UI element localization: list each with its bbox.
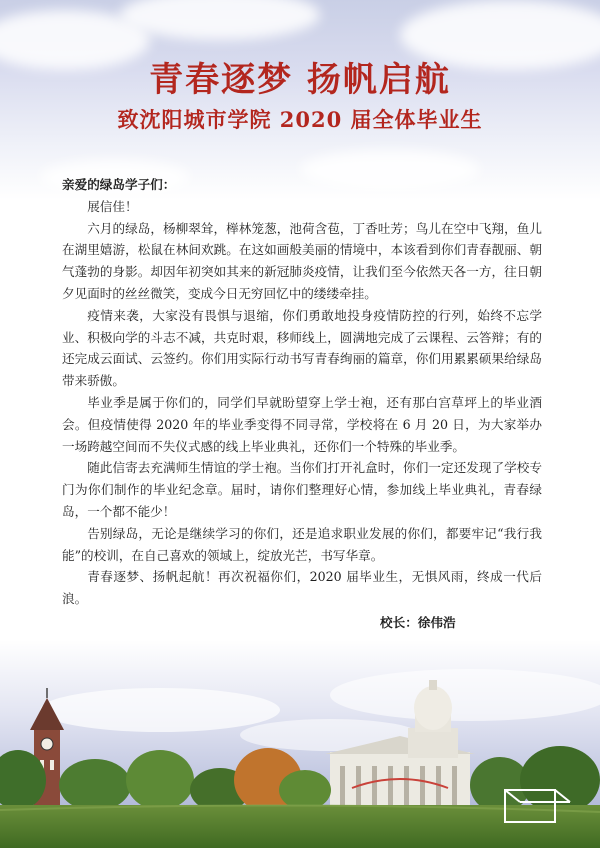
letter-title: 青春逐梦 扬帆启航 [149,60,451,100]
letter-paragraph: 疫情来袭，大家没有畏惧与退缩，你们勇敢地投身疫情防控的行列，始终不忘学业、积极向学的斗志不减，共克时艰，移师线上，圆满地完成了云课程、云答辩；有的还完成云面试、云签约。你们用实际行动书写青春绚丽的篇章，你们用累累硕果给绿岛带来骄傲。 [62,307,542,389]
letter-paragraph: 青春逐梦、扬帆起航！再次祝福你们，2020 届毕业生，无惧风雨，终成一代后浪。 [62,569,542,607]
letter-paragraph: 告别绿岛，无论是继续学习的你们，还是追求职业发展的你们，都要牢记“我行我能”的校训，在自己喜欢的领域上，绽放光芒，书写华章。 [62,525,542,563]
cloud-decoration [120,0,320,40]
letter-body [62,174,542,610]
letter-paragraph: 六月的绿岛，杨柳翠耸，榉林笼葱，池荷含苞，丁香吐芳；鸟儿在空中飞翔，鱼儿在湖里嬉游，松鼠在林间欢跳。在这如画般美丽的情境中，本该看到你们青春靓丽、朝气蓬勃的身影。却因年初突如其来的新冠肺炎疫情，让我们至今依然天各一方，往日朝夕见面时的丝丝微笑，变成今日无穷回忆中的缕缕牵挂。 [62,220,542,301]
letter-paragraph: 随此信寄去充满师生情谊的学士袍。当你们打开礼盒时，你们一定还发现了学校专门为你们制作的毕业纪念章。届时，请你们整理好心情，参加线上毕业典礼，青春绿岛，一个都不能少！ [62,460,542,519]
signature: 校长：徐伟浩 [380,615,456,630]
letter-paragraph: 毕业季是属于你们的，同学们早就盼望穿上学士袍，还有那白宫草坪上的毕业酒会。但疫情使得 2020 年的毕业季变得不同寻常，学校将在 6 月 20 日，为大家举办一场跨越空间而不失仪式感的线上毕业典礼，还你们一个特殊的毕业季。 [62,394,542,454]
salutation: 亲爱的绿岛学子们： [62,177,176,192]
letter-paragraph: 展信佳！ [87,198,138,214]
campus-scene-illustration [0,640,600,848]
letter-subtitle: 致沈阳城市学院 2020 届全体毕业生 [117,107,483,132]
